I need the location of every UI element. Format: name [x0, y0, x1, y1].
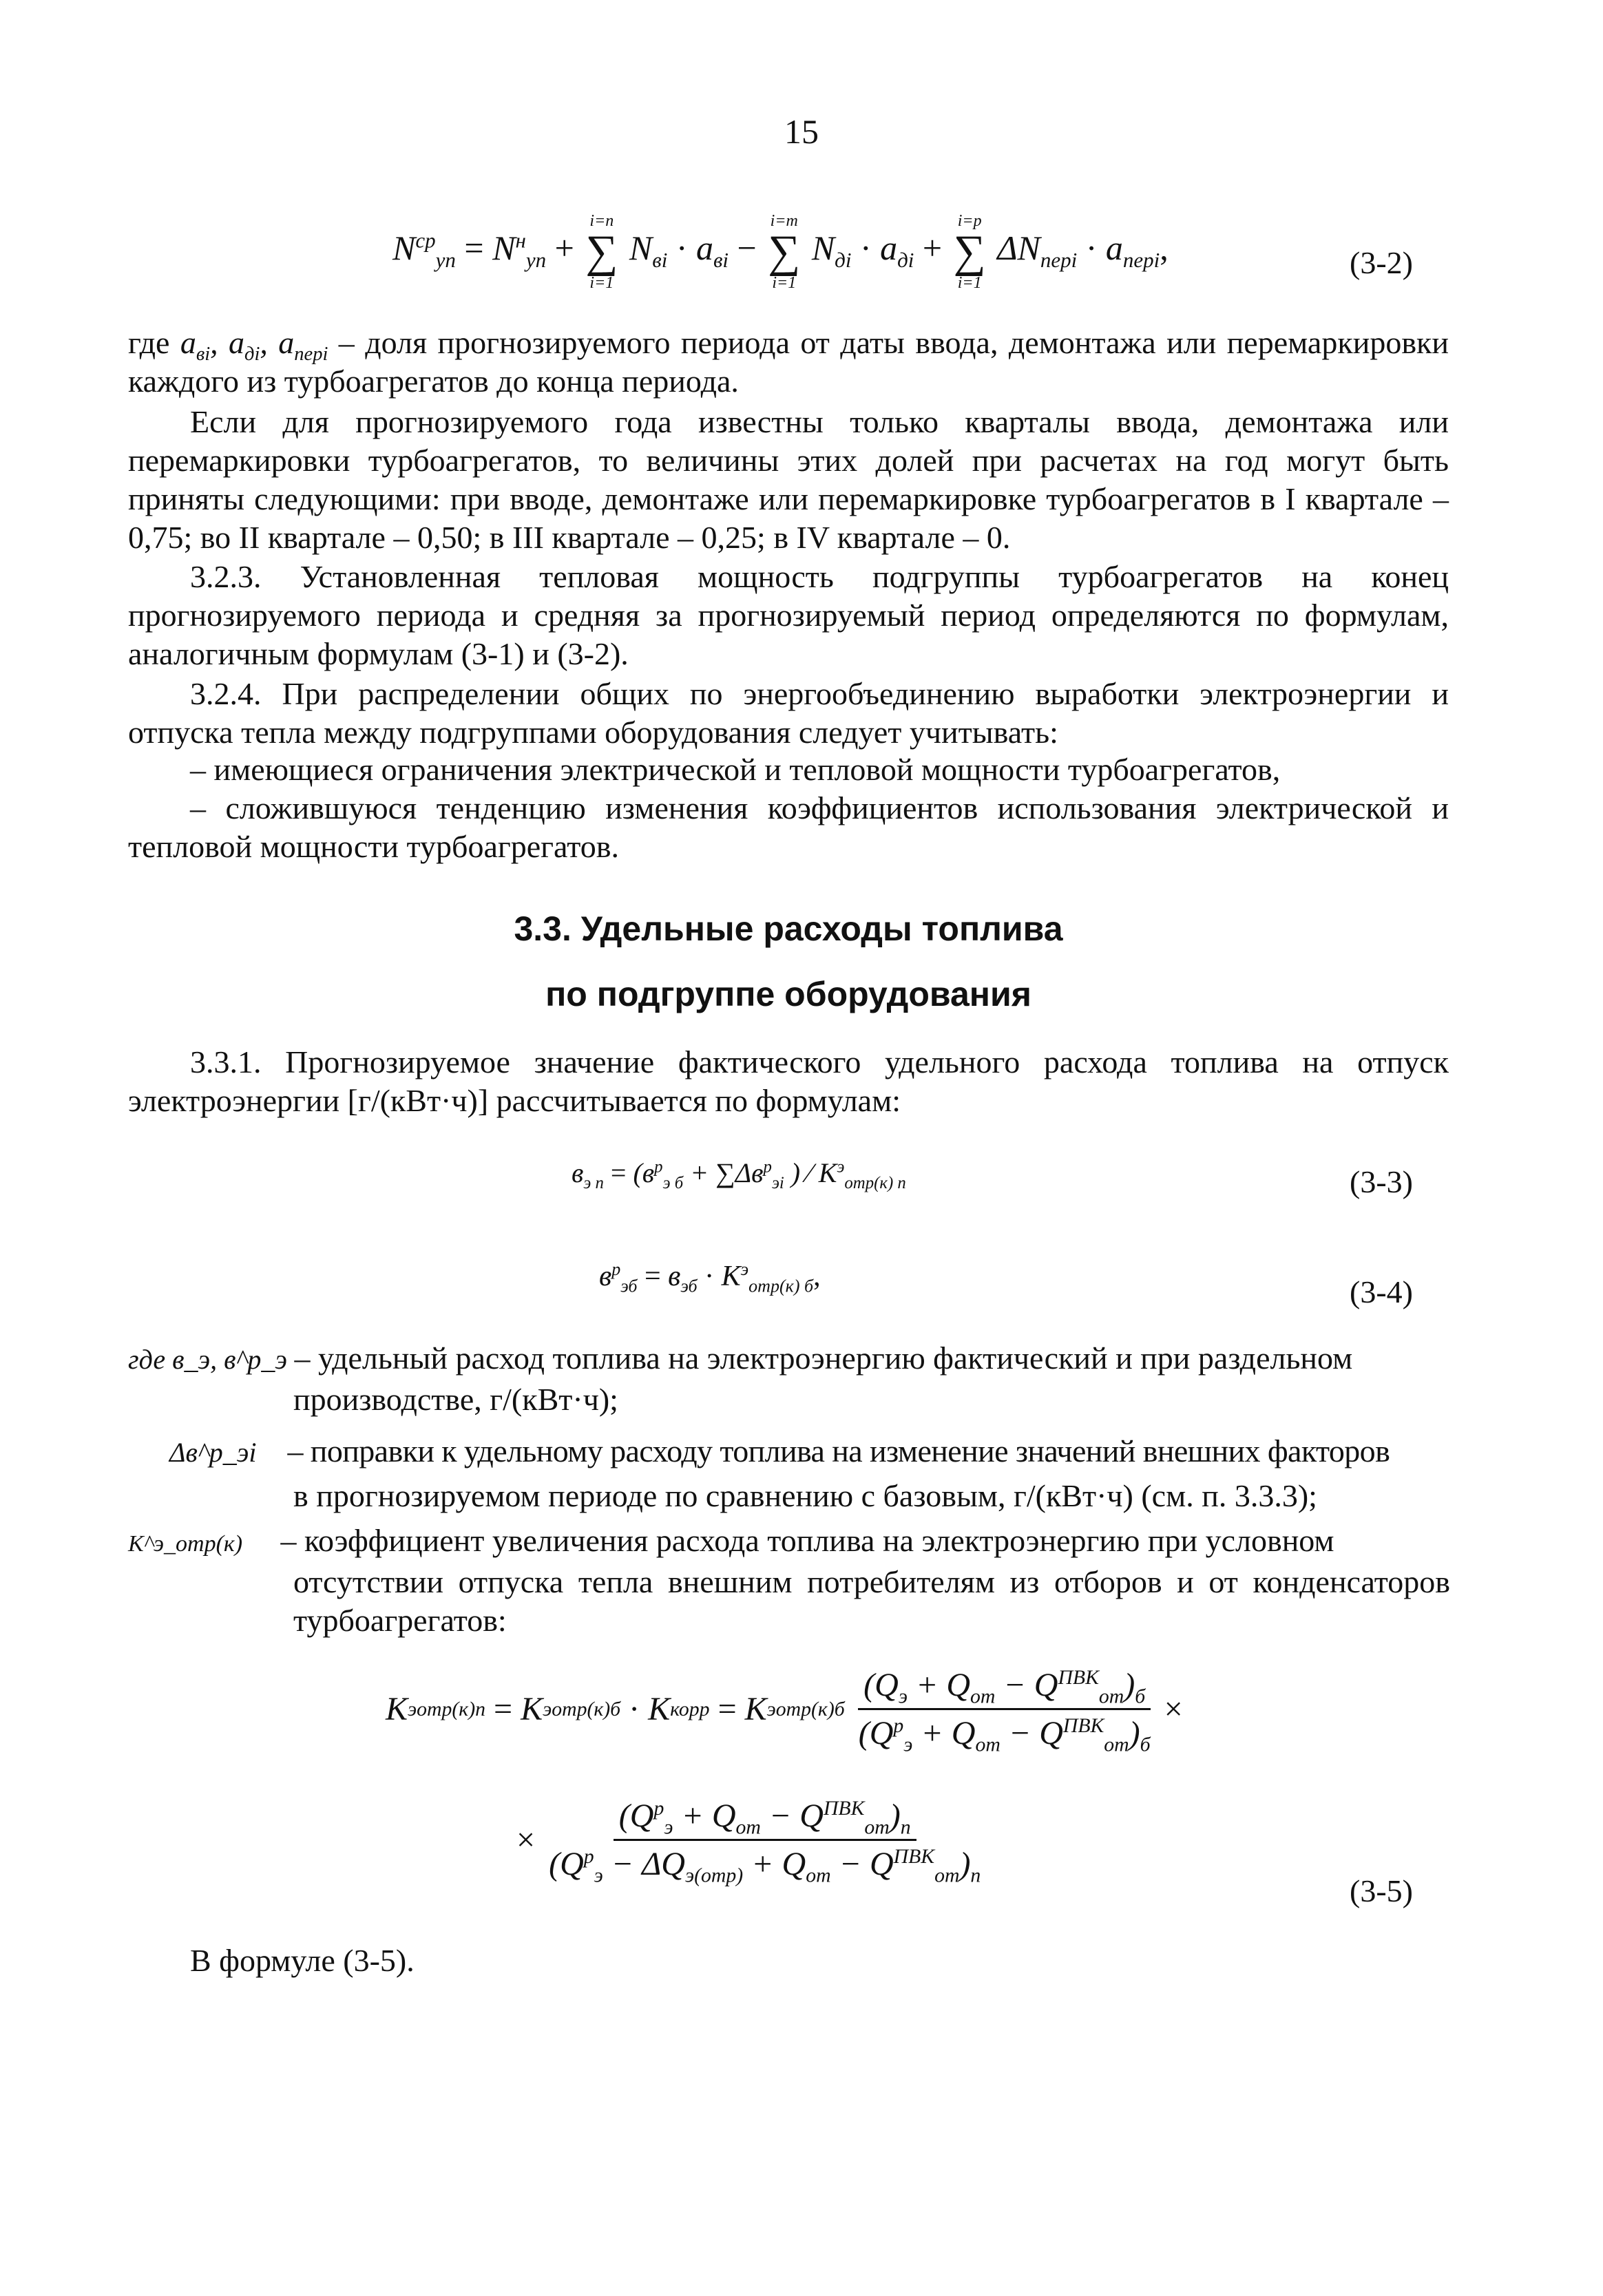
definition-coefficient-cont: отсутствии отпуска тепла внешним потребителям из отборов и от конденсаторов турбоагрегатов:	[293, 1564, 1450, 1638]
page-number: 15	[784, 112, 819, 151]
definition-coefficient: K^э_отр(к) – коэффициент увеличения расхода топлива на электроэнергию при условном	[128, 1523, 1334, 1558]
paragraph-3-2-4: 3.2.4. При распределении общих по энергообъединению выработки электроэнергии и отпуска тепла между подгруппами оборудования следует учитывать:	[128, 676, 1449, 750]
bullet-trend: – сложившуюся тенденцию изменения коэффициентов использования электрической и тепловой мощности турбоагрегатов.	[128, 790, 1449, 864]
section-heading-line-2: по подгруппе оборудования	[545, 975, 1031, 1013]
definition-corrections-cont: в прогнозируемом периоде по сравнению с базовым, г/(кВт·ч) (см. п. 3.3.3);	[293, 1478, 1317, 1513]
equation-number-3-2: (3-2)	[1350, 245, 1413, 280]
definition-specific-fuel: где в_э, в^р_э – удельный расход топлива на электроэнергию фактический и при раздельном	[128, 1340, 1353, 1376]
paragraph-3-2-3: 3.2.3. Установленная тепловая мощность подгруппы турбоагрегатов на конец прогнозируемого периода и средняя за прогнозируемый период определяются по формулам, аналогичным формулам (3-1) и (3-2).	[128, 559, 1449, 671]
equation-3-5-line-1: K э отр(к)п = K э отр(к)б · K корр = K э отр(к)б $\frac{(Q_э + Q_{от} - Q^{ПВК}_{от})_б}{(Q^р_э + Q_{от} - Q^{ПВК}_{от})_б}$ ×	[386, 1666, 1183, 1756]
bullet-limits: – имеющиеся ограничения электрической и тепловой мощности турбоагрегатов,	[190, 752, 1281, 787]
equation-3-5-line-2: × $\frac{(Q^р_э + Q_{от} - Q^{ПВК}_{от})_п}{(Q^р_э - \Delta Q_{э(отр)} + Q_{от} - Q^{ПВК}_{от})_п}$	[516, 1797, 981, 1887]
equation-number-3-4: (3-4)	[1350, 1274, 1413, 1309]
equation-3-3: $в_{э п} = (в^р_{э б} + \sum\Delta в^р_{эi}$ ) ⁄ $K^э_{отр(к) п}$	[572, 1157, 906, 1192]
equation-number-3-5: (3-5)	[1350, 1873, 1413, 1908]
equation-number-3-3: (3-3)	[1350, 1164, 1413, 1199]
paragraph-quarter-shares: Если для прогнозируемого года известны только кварталы ввода, демонтажа или перемаркировки турбоагрегатов, то величины этих долей при расчетах на год могут быть приняты следующими: при вводе, демонтаже или перемаркировке турбоагрегатов в I квартале – 0,75; во II квартале – 0,50; в III квартале – 0,25; в IV квартале – 0.	[128, 404, 1449, 555]
definition-corrections: Δв^р_эi – поправки к удельному расходу топлива на изменение значений внешних факторов	[169, 1433, 1390, 1468]
paragraph-formula-note: В формуле (3-5).	[190, 1943, 415, 1978]
definition-specific-fuel-cont: производстве, г/(кВт·ч);	[293, 1382, 618, 1417]
paragraph-shares-definition: где $a_{вi}$, $a_{дi}$, $a_{перi}$ – доля прогнозируемого периода от даты ввода, демонтажа или перемаркировки каждого из турбоагрегатов до конца периода.	[128, 325, 1449, 399]
equation-3-4: $в^р_{эб} = в_{эб} \cdot K^э_{отр(к) б}$,	[599, 1259, 821, 1296]
section-heading-line-1: 3.3. Удельные расходы топлива	[514, 909, 1063, 948]
equation-3-2: $N^{ср}_{уп} = N^н_{уп}$ + i=n ∑ i=1 $N_{вi} \cdot a_{вi}$ − i=m ∑ i=1 $N_{дi} \cdot a_{дi}$ + i=p ∑ i=1 $\Delta N_{перi} \cdot a_{перi}$,	[392, 211, 1169, 292]
paragraph-3-3-1: 3.3.1. Прогнозируемое значение фактического удельного расхода топлива на отпуск электроэнергии [г/(кВт·ч)] рассчитывается по формулам:	[128, 1044, 1449, 1118]
